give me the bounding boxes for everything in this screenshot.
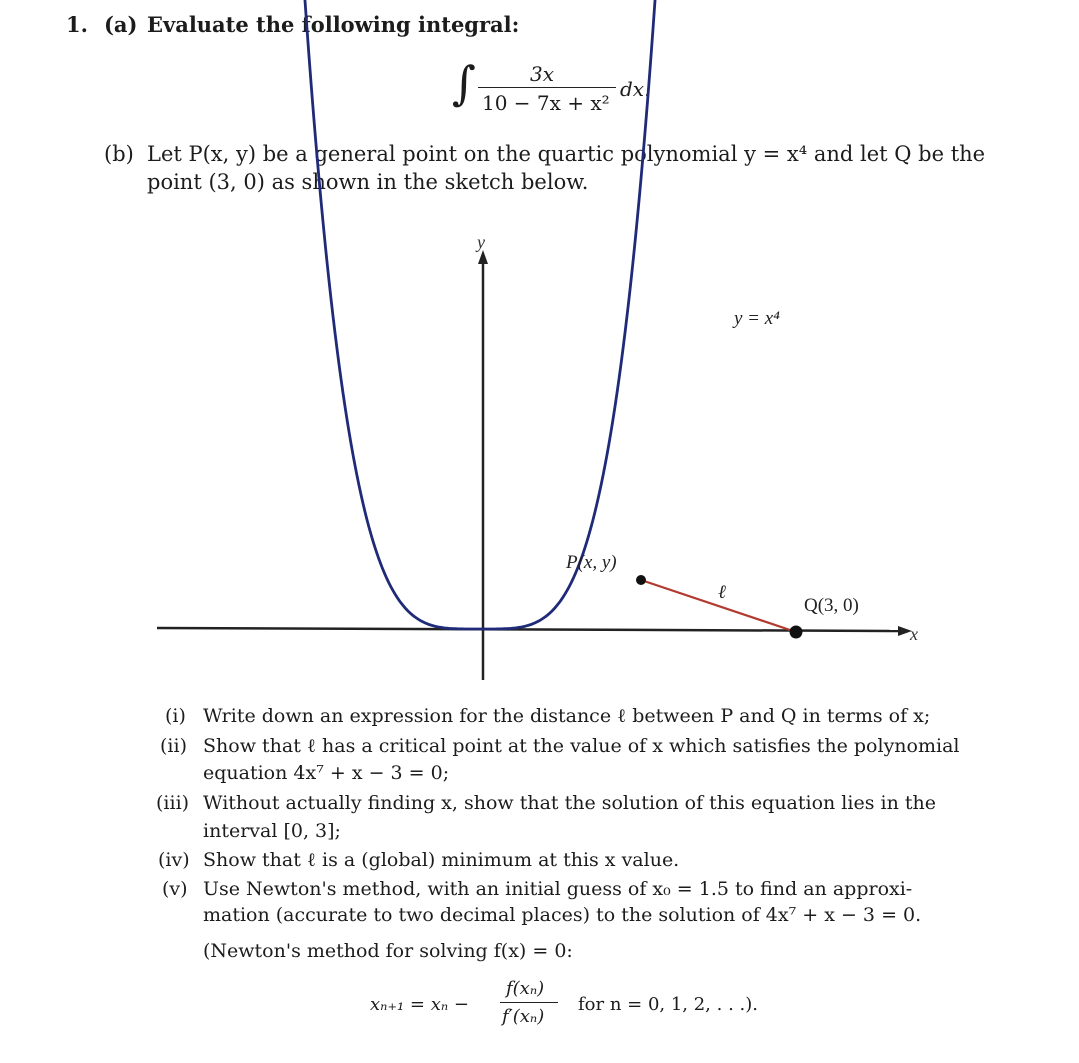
point-p-label: P(x, y)	[566, 552, 617, 573]
subpart-ii-text2: equation 4x⁷ + x − 3 = 0;	[203, 762, 450, 784]
question-number: 1.	[66, 12, 88, 37]
point-q	[790, 626, 803, 639]
newton-fraction-bar	[500, 1002, 558, 1003]
integral-sign: ∫	[452, 56, 476, 110]
integral-denominator: 10 − 7x + x²	[482, 91, 610, 115]
part-a-label: (a)	[104, 12, 138, 37]
curve-label: y = x⁴	[734, 308, 780, 329]
newton-for-text: for n = 0, 1, 2, . . .).	[578, 994, 758, 1015]
subpart-v-label: (v)	[162, 878, 188, 900]
newton-intro: (Newton's method for solving f(x) = 0:	[203, 940, 573, 962]
subpart-iii-label: (iii)	[156, 792, 190, 814]
subpart-v-text: Use Newton's method, with an initial guess of x₀ = 1.5 to find an approxi-	[203, 878, 913, 900]
integral-numerator: 3x	[530, 62, 555, 86]
subpart-ii-text: Show that ℓ has a critical point at the value of x which satisfies the polynomial	[203, 735, 960, 757]
distance-label: ℓ	[718, 582, 726, 603]
quartic-curve	[207, 0, 751, 629]
part-a-text: Evaluate the following integral:	[147, 12, 520, 37]
subpart-ii-label: (ii)	[160, 735, 187, 757]
part-b-label: (b)	[104, 142, 134, 166]
part-b-line1: Let P(x, y) be a general point on the quartic polynomial y = x⁴ and let Q be the	[147, 142, 986, 166]
point-p	[636, 575, 646, 585]
newton-frac-num: f(xₙ)	[506, 978, 545, 999]
y-axis-arrowhead	[478, 250, 488, 264]
subpart-i-label: (i)	[165, 705, 186, 727]
subpart-iii-text2: interval [0, 3];	[203, 820, 341, 842]
point-q-label: Q(3, 0)	[804, 595, 859, 616]
subpart-v-text2: mation (accurate to two decimal places) to the solution of 4x⁷ + x − 3 = 0.	[203, 904, 922, 926]
subpart-iv-text: Show that ℓ is a (global) minimum at this x value.	[203, 849, 680, 871]
newton-frac-den: f′(xₙ)	[502, 1006, 545, 1027]
part-b-line2: point (3, 0) as shown in the sketch below.	[147, 170, 589, 194]
integral-dx: dx.	[620, 77, 651, 101]
subpart-i-text: Write down an expression for the distance ℓ between P and Q in terms of x;	[203, 705, 931, 727]
subpart-iii-text: Without actually finding x, show that the solution of this equation lies in the	[203, 792, 936, 814]
x-axis-label: x	[910, 624, 918, 644]
subpart-iv-label: (iv)	[158, 849, 190, 871]
newton-lhs: xₙ₊₁ = xₙ −	[370, 994, 469, 1015]
y-axis-label: y	[477, 232, 485, 252]
